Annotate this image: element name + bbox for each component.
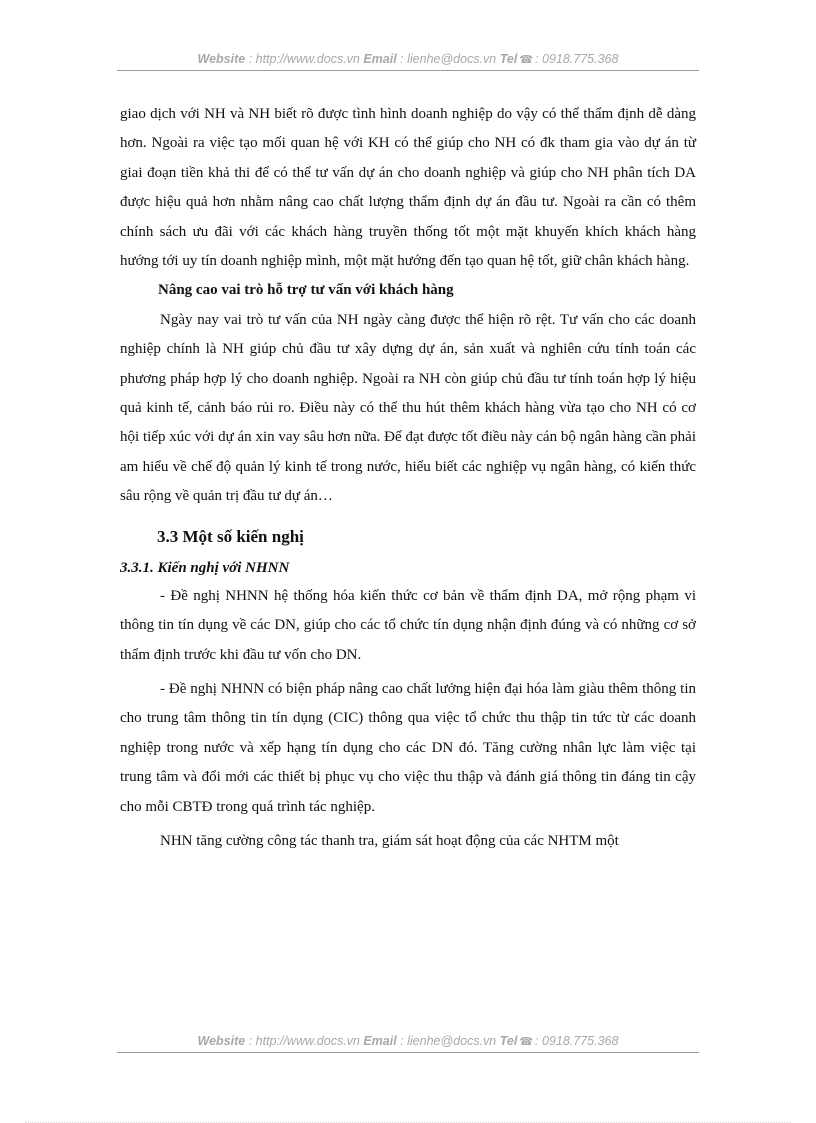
section-heading: 3.3 Một số kiến nghị [157, 526, 304, 546]
paragraph-1: giao dịch với NH và NH biết rõ được tình hình doanh nghiệp do vậy có thể thẩm định dễ dàng hơn. Ngoài ra việc tạo mối quan hệ với KH có thể giúp cho NH có đk tham gia vào dự án từ giai đoạn tiền khả thi để có thể tư vấn dự án cho doanh nghiệp và giúp cho NH phân tích DA được hiệu quả hơn nhằm nâng cao chất lượng thẩm định dự án đầu tư. Ngoài ra cần có thêm chính sách ưu đãi với các khách hàng truyền thống tốt một mặt khuyến khích khách hàng hướng tới uy tín doanh nghiệp mình, một mặt hướng đến tạo quan hệ tốt, giữ chân khách hàng. [120, 106, 696, 270]
email-address[interactable]: : lienhe@docs.vn [396, 52, 500, 66]
footer-tel-number: : 0918.775.368 [535, 1034, 619, 1048]
phone-icon [517, 52, 535, 66]
footer-phone-icon [517, 1034, 535, 1048]
paragraph-5: NHN tăng cường công tác thanh tra, giám sát hoạt động của các NHTM một [160, 832, 619, 849]
footer-email-address[interactable]: : lienhe@docs.vn [396, 1034, 500, 1048]
website-label: Website [197, 52, 246, 66]
page-header [117, 52, 699, 66]
paragraph-2: Ngày nay vai trò tư vấn của NH ngày càng được thể hiện rõ rệt. Tư vấn cho các doanh nghiệp chính là NH giúp chủ đầu tư xây dựng dự án, sản xuất và nghiên cứu tính toán các phương pháp hợp lý cho doanh nghiệp. Ngoài ra NH còn giúp chủ đầu tư tính toán hợp lý hiệu quả kinh tế, cảnh báo rủi ro. Điều này có thể thu hút thêm khách hàng vừa tạo cho NH có cơ hội tiếp xúc với dự án xin vay sâu hơn nữa. Để đạt được tốt điều này cán bộ ngân hàng cần phải am hiểu về chế độ quản lý kinh tế trong nước, hiểu biết các nghiệp vụ ngân hàng, có kiến thức sâu rộng về quản trị đầu tư dự án… [120, 311, 696, 505]
subheading: Nâng cao vai trò hỗ trợ tư vấn với khách hàng [158, 282, 454, 299]
footer-email-label: Email [363, 1034, 397, 1048]
subsection-heading: 3.3.1. Kiến nghị với NHNN [120, 559, 290, 576]
paragraph-4: - Đề nghị NHNN có biện pháp nâng cao chất lưởng hiện đại hóa làm giàu thêm thông tin cho trung tâm thông tin tín dụng (CIC) thông qua việc tổ chức thu thập tin tức từ các doanh nghiệp trong nước và xếp hạng tín dụng cho các DN đó. Tăng cường nhân lực làm việc tại trung tâm và đổi mới các thiết bị phục vụ cho việc thu thập và đánh giá thông tin đáng tin cậy cho mỗi CBTĐ trong quá trình tác nghiệp. [120, 680, 696, 815]
website-url[interactable]: : http://www.docs.vn [245, 52, 364, 66]
tel-label: Tel [499, 52, 518, 66]
footer-website-url[interactable]: : http://www.docs.vn [245, 1034, 364, 1048]
footer-website-label: Website [197, 1034, 246, 1048]
tel-number: : 0918.775.368 [535, 52, 619, 66]
footer-tel-label: Tel [499, 1034, 518, 1048]
email-label: Email [363, 52, 397, 66]
header-rule [117, 70, 699, 71]
page-footer [117, 1034, 699, 1048]
footer-rule [117, 1052, 699, 1053]
page-body [120, 100, 696, 856]
paragraph-3: - Đề nghị NHNN hệ thống hóa kiến thức cơ bản về thẩm định DA, mở rộng phạm vi thông tin tín dụng về các DN, giúp cho các tổ chức tín dụng nhận định đúng và có những cơ sở thẩm định trước khi đầu tư vốn cho DN. [120, 587, 696, 663]
